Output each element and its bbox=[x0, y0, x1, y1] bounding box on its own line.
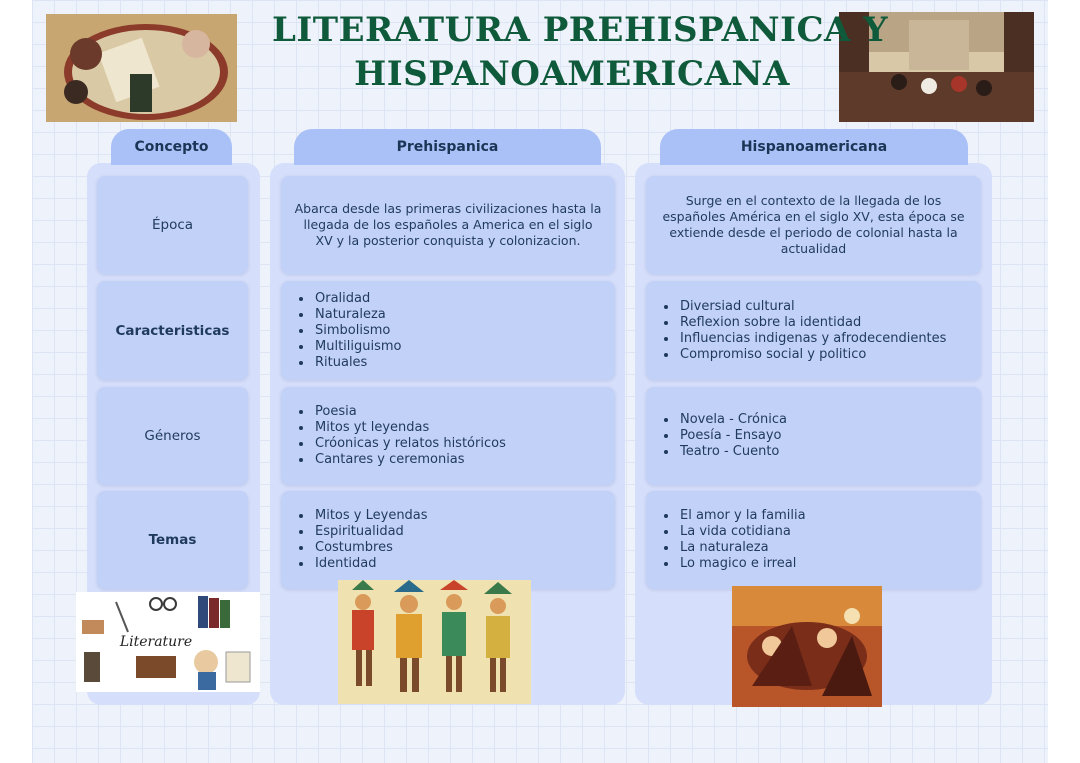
list-item: • La naturaleza bbox=[678, 540, 806, 556]
list-item: • Mitos y Leyendas bbox=[313, 508, 428, 524]
list-item: • Mitos yt leyendas bbox=[313, 420, 506, 436]
list-item: • Diversiad cultural bbox=[678, 299, 946, 315]
concept-epoca: Época bbox=[97, 176, 248, 274]
list-item: • Rituales bbox=[313, 355, 402, 371]
top-left-painting bbox=[46, 14, 237, 122]
list-item: • Identidad bbox=[313, 556, 428, 572]
list-item: • La vida cotidiana bbox=[678, 524, 806, 540]
hispanoamericana-temas-list bbox=[664, 508, 806, 572]
list-item: • Reflexion sobre la identidad bbox=[678, 315, 946, 331]
literature-collage-image bbox=[76, 592, 260, 692]
list-item: • Poesia bbox=[313, 404, 506, 420]
hispanoamericana-caracteristicas bbox=[646, 281, 981, 380]
hispanoamericana-generos bbox=[646, 387, 981, 485]
hispanoamericana-temas bbox=[646, 491, 981, 589]
list-item: • Naturaleza bbox=[313, 307, 402, 323]
list-item: • Espiritualidad bbox=[313, 524, 428, 540]
conquest-painting-image bbox=[732, 586, 882, 707]
title-line-2: HISPANOAMERICANA bbox=[354, 54, 790, 94]
title-line-1: LITERATURA PREHISPANICA Y bbox=[272, 10, 889, 50]
list-item: • Teatro - Cuento bbox=[678, 444, 787, 460]
aztec-codex-image bbox=[338, 580, 531, 704]
hispanoamericana-generos-list bbox=[664, 412, 787, 460]
page-title bbox=[272, 8, 889, 96]
list-item: • Multiliguismo bbox=[313, 339, 402, 355]
tab-hispanoamericana: Hispanoamericana bbox=[660, 129, 968, 165]
list-item: • Costumbres bbox=[313, 540, 428, 556]
prehispanica-epoca: Abarca desde las primeras civilizaciones hasta la llegada de los españoles a America en el siglo XV y la posterior conquista y colonizacion. bbox=[281, 176, 615, 274]
hispanoamericana-caracteristicas-list bbox=[664, 299, 946, 363]
prehispanica-caracteristicas bbox=[281, 281, 615, 380]
prehispanica-temas bbox=[281, 491, 615, 589]
prehispanica-generos bbox=[281, 387, 615, 485]
tab-prehispanica: Prehispanica bbox=[294, 129, 601, 165]
list-item: • Oralidad bbox=[313, 291, 402, 307]
prehispanica-generos-list bbox=[299, 404, 506, 468]
prehispanica-caracteristicas-list bbox=[299, 291, 402, 371]
list-item: • Simbolismo bbox=[313, 323, 402, 339]
tab-concepto: Concepto bbox=[111, 129, 232, 165]
list-item: • Influencias indigenas y afrodecendientes bbox=[678, 331, 946, 347]
concept-temas: Temas bbox=[97, 491, 248, 589]
list-item: • Lo magico e irreal bbox=[678, 556, 806, 572]
concept-caracteristicas: Caracteristicas bbox=[97, 281, 248, 380]
list-item: • El amor y la familia bbox=[678, 508, 806, 524]
hispanoamericana-epoca: Surge en el contexto de la llegada de los españoles América en el siglo XV, esta época se extiende desde el periodo de colonial hasta la actualidad bbox=[646, 176, 981, 274]
infographic-page bbox=[32, 0, 1048, 763]
list-item: • Cantares y ceremonias bbox=[313, 452, 506, 468]
literature-collage-title: Literature bbox=[119, 634, 193, 650]
list-item: • Poesía - Ensayo bbox=[678, 428, 787, 444]
list-item: • Novela - Crónica bbox=[678, 412, 787, 428]
concept-generos: Géneros bbox=[97, 387, 248, 485]
list-item: • Compromiso social y politico bbox=[678, 347, 946, 363]
prehispanica-temas-list bbox=[299, 508, 428, 572]
list-item: • Cróonicas y relatos históricos bbox=[313, 436, 506, 452]
